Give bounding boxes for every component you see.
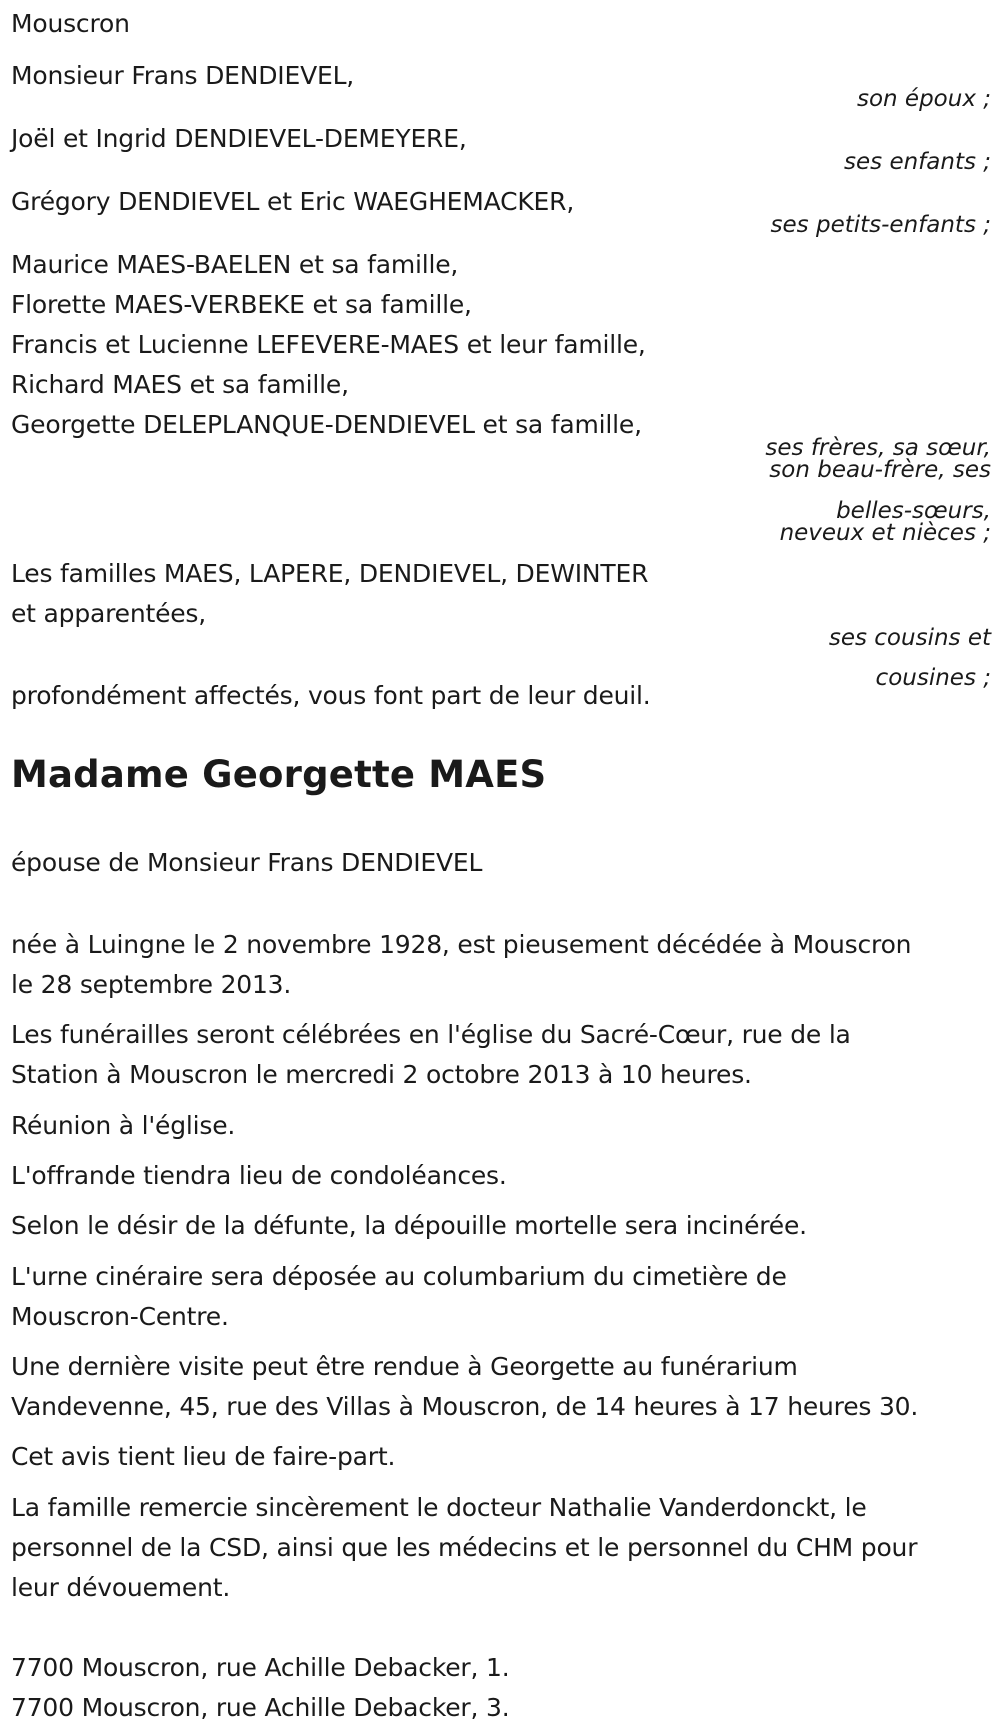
family-name-line: Richard MAES et sa famille, <box>11 370 349 399</box>
paragraph-line: Une dernière visite peut être rendue à Georgette au funérarium <box>11 1352 798 1381</box>
family-name-line: Francis et Lucienne LEFEVERE-MAES et leur famille, <box>11 330 646 359</box>
paragraph-line: Mouscron-Centre. <box>11 1302 229 1331</box>
paragraph-line: Les funérailles seront célébrées en l'église du Sacré-Cœur, rue de la <box>11 1020 851 1049</box>
relation-label: son beau-frère, ses <box>769 457 991 483</box>
relation-label: cousines ; <box>875 665 991 691</box>
relation-label: neveux et nièces ; <box>779 520 991 546</box>
deceased-name: Madame Georgette MAES <box>11 753 547 796</box>
relation-label: ses enfants ; <box>844 149 991 175</box>
family-name-line: et apparentées, <box>11 599 206 628</box>
paragraph-line: leur dévouement. <box>11 1573 231 1602</box>
paragraph-line: Réunion à l'église. <box>11 1111 236 1140</box>
family-name-line: Florette MAES-VERBEKE et sa famille, <box>11 290 472 319</box>
paragraph-line: née à Luingne le 2 novembre 1928, est pieusement décédée à Mouscron <box>11 930 912 959</box>
relation-label: ses frères, sa sœur, <box>765 435 991 461</box>
relation-label: ses cousins et <box>828 625 991 651</box>
family-name-line: Georgette DELEPLANQUE-DENDIEVEL et sa famille, <box>11 410 642 439</box>
relation-label: belles-sœurs, <box>836 498 991 524</box>
paragraph-line: La famille remercie sincèrement le docteur Nathalie Vanderdonckt, le <box>11 1493 867 1522</box>
paragraph-line: Cet avis tient lieu de faire-part. <box>11 1442 396 1471</box>
closing-line: profondément affectés, vous font part de leur deuil. <box>11 681 651 710</box>
paragraph-line: Vandevenne, 45, rue des Villas à Mouscron, de 14 heures à 17 heures 30. <box>11 1392 919 1421</box>
address-line: 7700 Mouscron, rue Achille Debacker, 3. <box>11 1693 510 1722</box>
paragraph-line: Selon le désir de la défunte, la dépouille mortelle sera incinérée. <box>11 1211 807 1240</box>
relation-label: son époux ; <box>856 86 991 112</box>
spouse-line: épouse de Monsieur Frans DENDIEVEL <box>11 848 483 877</box>
family-name-line: Les familles MAES, LAPERE, DENDIEVEL, DEWINTER <box>11 559 649 588</box>
relation-label: ses petits-enfants ; <box>770 212 991 238</box>
family-name-line: Maurice MAES-BAELEN et sa famille, <box>11 250 459 279</box>
paragraph-line: Station à Mouscron le mercredi 2 octobre 2013 à 10 heures. <box>11 1060 752 1089</box>
family-name-line: Grégory DENDIEVEL et Eric WAEGHEMACKER, <box>11 187 575 216</box>
paragraph-line: le 28 septembre 2013. <box>11 970 292 999</box>
paragraph-line: L'offrande tiendra lieu de condoléances. <box>11 1161 507 1190</box>
city-heading: Mouscron <box>11 9 130 38</box>
family-name-line: Joël et Ingrid DENDIEVEL-DEMEYERE, <box>11 124 467 153</box>
paragraph-line: personnel de la CSD, ainsi que les médecins et le personnel du CHM pour <box>11 1533 918 1562</box>
address-line: 7700 Mouscron, rue Achille Debacker, 1. <box>11 1653 510 1682</box>
paragraph-line: L'urne cinéraire sera déposée au columbarium du cimetière de <box>11 1262 787 1291</box>
family-name-line: Monsieur Frans DENDIEVEL, <box>11 61 355 90</box>
